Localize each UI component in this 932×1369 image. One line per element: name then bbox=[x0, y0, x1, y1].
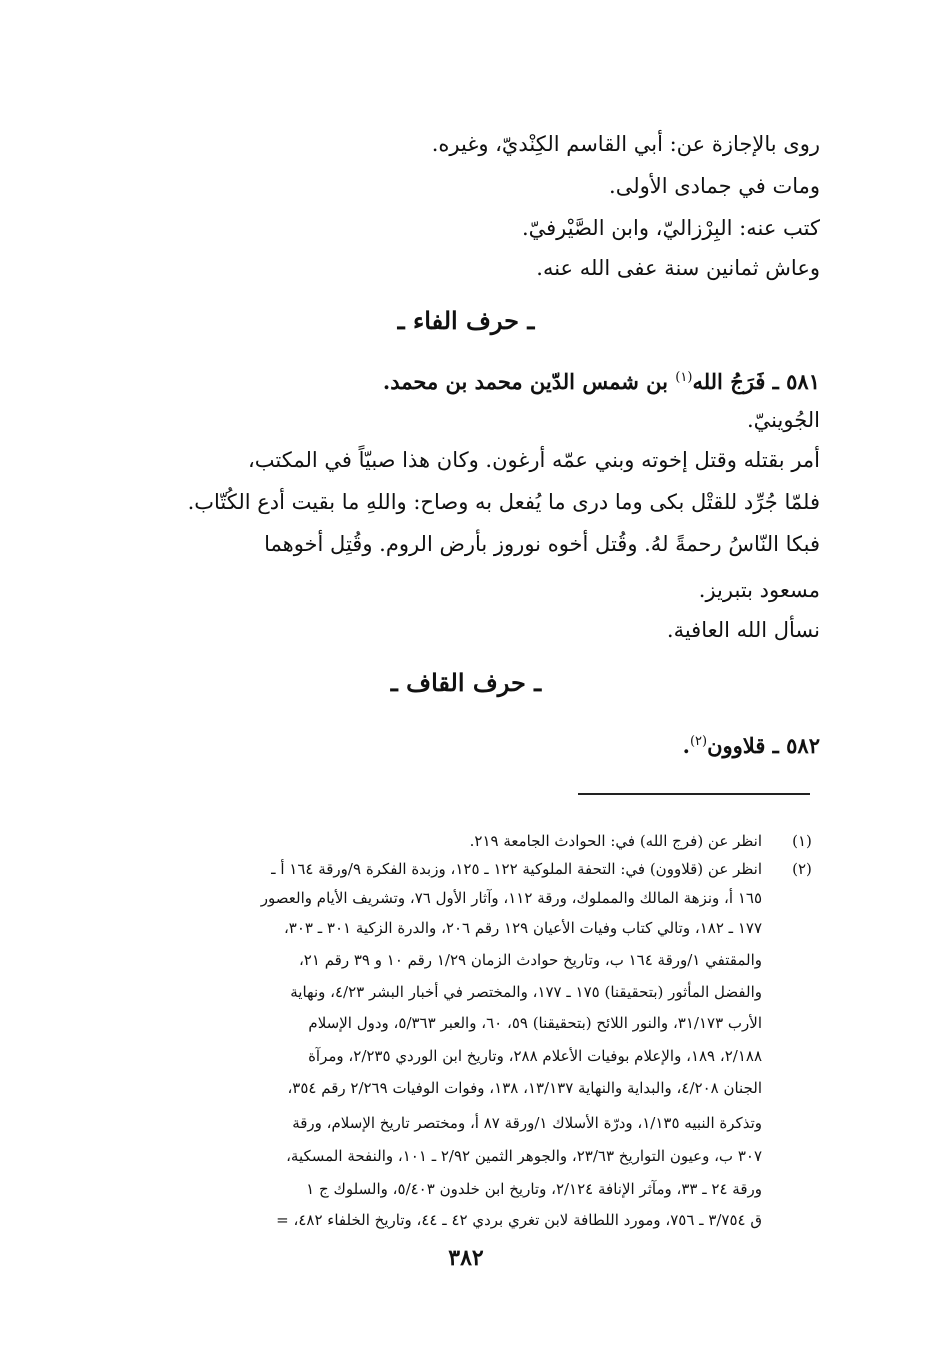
entry-582-number-name: ٥٨٢ ـ قلاوون bbox=[707, 733, 820, 758]
footnote-2-line bbox=[102, 915, 820, 942]
footnote-text: ق ٣/٧٥٤ ـ ٧٥٦، ومورد اللطافة لابن تغري بردي ٤٢ ـ ٤٤، وتاريخ الخلفاء ٤٨٢، = bbox=[276, 1211, 762, 1229]
body-line: وعاش ثمانين سنة عفى الله عنه. bbox=[536, 256, 820, 280]
footnote-text: الجنان ٤/٢٠٨، والبداية والنهاية ١٣/١٣٧، ١٣٨، وفوات الوفيات ٢/٢٦٩ رقم ٣٥٤، bbox=[287, 1079, 762, 1097]
footnote-2-line bbox=[102, 1176, 820, 1203]
footnote-text: الأرب ٣١/١٧٣، والنور اللائح (بتحقيقنا) ٥٩، ٦٠، والعبر ٥/٣٦٣، ودول الإسلام bbox=[308, 1014, 762, 1032]
footnote-ref-2: (٢) bbox=[689, 734, 708, 749]
footnote-text: والفضل المأثور (بتحقيقنا) ١٧٥ ـ ١٧٧، والمختصر في أخبار البشر ٤/٢٣، ونهاية bbox=[290, 983, 762, 1001]
body-line: كتب عنه: البِرْزاليّ، وابن الصَّيْرفيّ. bbox=[521, 216, 820, 240]
footnote-text: انظر عن (قلاوون) في: التحفة الملوكية ١٢٢ ـ ١٢٥، وزبدة الفكرة ٩/ورقة ١٦٤ أ ـ bbox=[271, 860, 762, 878]
body-line: نسأل الله العافية. bbox=[666, 618, 820, 642]
footnote-2-line bbox=[102, 1207, 820, 1234]
page-number: ٣٨٢ bbox=[448, 1245, 484, 1271]
footnote-2-line bbox=[102, 947, 820, 974]
entry-581-title bbox=[110, 362, 820, 394]
footnote-text: ١٧٧ ـ ١٨٢، وتالي كتاب وفيات الأعيان ١٢٩ رقم ٢٠٦، والدرة الزكية ٣٠١ ـ ٣٠٣، bbox=[283, 919, 762, 937]
body-line: ومات في جمادى الأولى. bbox=[609, 174, 820, 198]
footnote-2-line bbox=[102, 1010, 820, 1037]
footnote-2-line bbox=[102, 1075, 820, 1102]
body-line: أمر بقتله وقتل إخوته وبني عمّه أرغون. وكان هذا صبيّاً في المكتب، bbox=[247, 448, 820, 472]
footnote-2-line bbox=[102, 1043, 820, 1070]
body-line: مسعود بتبريز. bbox=[698, 578, 820, 602]
footnote-2-line bbox=[102, 979, 820, 1006]
footnote-text: ٣٠٧ ب، وعيون التواريخ ٢٣/٦٣، والجوهر الثمين ٢/٩٢ ـ ١٠١، والنفحة المسكية، bbox=[286, 1147, 762, 1165]
entry-582-rest: . bbox=[682, 733, 690, 758]
footnote-text: ١٦٥ أ، ونزهة المالك والمملوك، ورقة ١١٢، وآثار الأول ٧٦، وتشريف الأيام والعصور bbox=[260, 889, 762, 907]
footnote-text: والمقتفي ١/ورقة ١٦٤ ب، وتاريخ حوادث الزمان ١/٢٩ رقم ١٠ و ٣٩ رقم ٢١، bbox=[298, 951, 762, 969]
footnote-1 bbox=[102, 828, 820, 855]
footnote-number: (٢) bbox=[792, 860, 812, 878]
entry-581-rest: بن شمس الدّين محمد بن محمد. bbox=[382, 369, 676, 394]
footnote-divider bbox=[578, 793, 810, 795]
footnote-text: ورقة ٢٤ ـ ٣٣، ومآثر الإنافة ٢/١٢٤، وتاريخ ابن خلدون ٥/٤٠٣، والسلوك ج ١ bbox=[306, 1180, 762, 1198]
body-line: الجُوينيّ. bbox=[747, 408, 820, 432]
footnote-text: ٢/١٨٨، ١٨٩، والإعلام بوفيات الأعلام ٢٨٨، وتاريخ ابن الوردي ٢/٢٣٥، ومرآة bbox=[308, 1047, 762, 1065]
footnote-2-line bbox=[102, 1143, 820, 1170]
footnote-2-line bbox=[102, 1110, 820, 1137]
footnote-number: (١) bbox=[792, 832, 812, 850]
footnote-text: وتذكرة النبيه ١/١٣٥، ودرّة الأسلاك ١/ورقة ٨٧ أ، ومختصر تاريخ الإسلام، ورقة bbox=[292, 1114, 762, 1132]
entry-582-title bbox=[110, 726, 820, 758]
footnote-2-line bbox=[102, 885, 820, 912]
section-heading-fa: ـ حرف الفاء ـ bbox=[397, 306, 535, 335]
body-line: فبكا النّاسُ رحمةً لهُ. وقُتل أخوه نوروز بأرض الروم. وقُتِل أخوهما bbox=[264, 532, 820, 556]
body-line: روى بالإجازة عن: أبي القاسم الكِنْديّ، وغيره. bbox=[431, 132, 820, 156]
footnote-text: انظر عن (فرج الله) في: الحوادث الجامعة ٢١٩. bbox=[469, 832, 762, 850]
body-line: فلمّا جُرِّد للقتْل بكى وما درى ما يُفعل به وصاح: واللهِ ما بقيت أدع الكُتّاب. bbox=[187, 490, 820, 514]
entry-581-number-name: ٥٨١ ـ فَرَجُ الله bbox=[692, 369, 820, 394]
footnote-2 bbox=[102, 856, 820, 883]
footnote-ref-1: (١) bbox=[675, 370, 693, 385]
section-heading-qaf: ـ حرف القاف ـ bbox=[390, 668, 542, 697]
